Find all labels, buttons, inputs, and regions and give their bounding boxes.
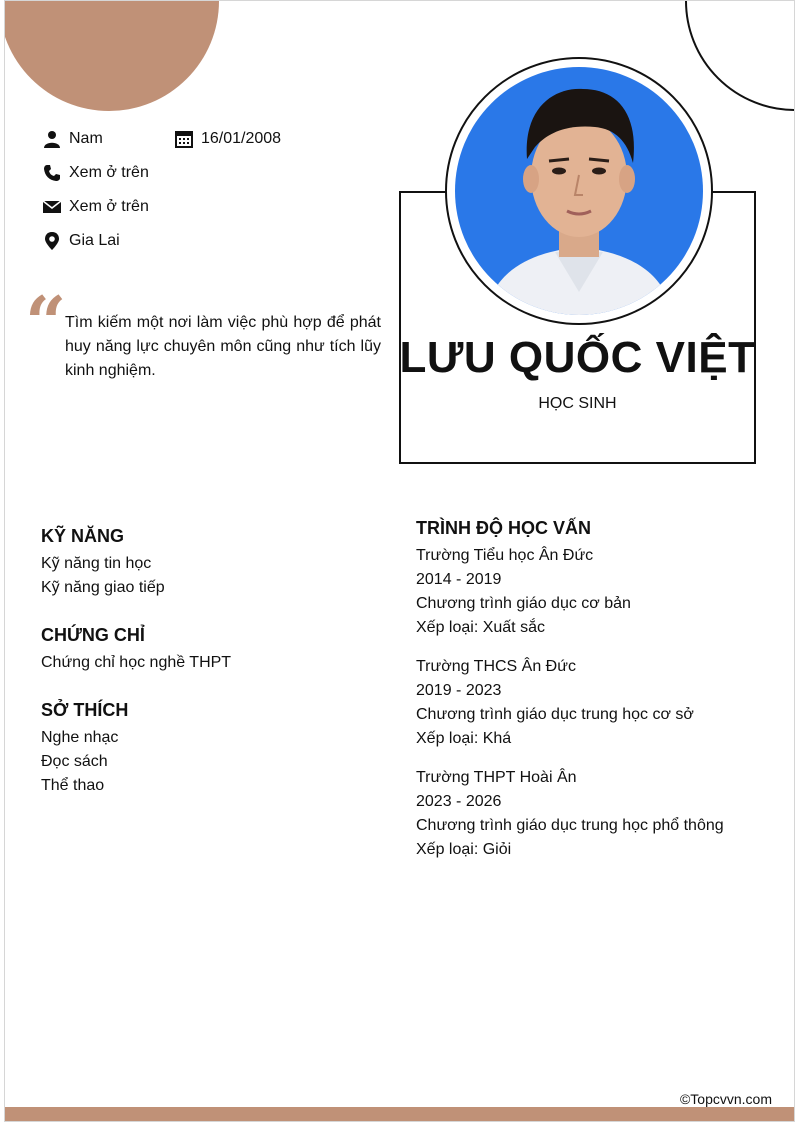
corner-decoration-blob [4,0,219,111]
birthdate-value: 16/01/2008 [201,130,282,147]
education-grade: Xếp loại: Xuất sắc [416,619,545,636]
address-row [43,232,120,250]
skills-heading: KỸ NĂNG [41,526,125,546]
phone-icon [43,164,61,182]
education-heading: TRÌNH ĐỘ HỌC VẤN [416,518,591,538]
candidate-title: HỌC SINH [538,395,617,412]
avatar-frame [445,57,713,325]
calendar-icon [175,130,193,148]
education-years: 2023 - 2026 [416,793,502,810]
education-program: Chương trình giáo dục trung học cơ sở [416,706,694,723]
phone-row [43,164,149,182]
corner-decoration-ring [685,0,795,111]
birthdate-row [175,130,281,148]
skill-item: Kỹ năng giao tiếp [41,579,165,596]
email-row [43,198,149,216]
education-grade: Xếp loại: Khá [416,730,512,747]
cv-page [4,0,795,1122]
education-program: Chương trình giáo dục cơ bản [416,595,631,612]
hobby-item: Thể thao [41,777,105,794]
education-school: Trường THCS Ân Đức [416,658,576,675]
email-value: Xem ở trên [69,198,149,215]
bottom-accent-bar [5,1107,794,1121]
gender-value: Nam [69,130,103,147]
copyright-text: ©Topcvvn.com [679,1091,772,1107]
skill-item: Kỹ năng tin học [41,555,152,572]
education-school: Trường Tiểu học Ân Đức [416,547,594,564]
education-grade: Xếp loại: Giỏi [416,841,512,858]
education-years: 2014 - 2019 [416,571,502,588]
person-icon [43,130,61,148]
quote-icon: “ [25,280,67,365]
candidate-name: LƯU QUỐC VIỆT [399,333,756,382]
career-objective: Tìm kiếm một nơi làm việc phù hợp để phát huy năng lực chuyên môn cũng như tích lũy kinh nghiệm. [65,314,381,379]
education-school: Trường THPT Hoài Ân [416,769,577,786]
avatar [455,67,703,315]
certificates-heading: CHỨNG CHỈ [41,625,145,645]
phone-value: Xem ở trên [69,164,149,181]
gender-row [43,130,103,148]
education-program: Chương trình giáo dục trung học phổ thông [416,817,724,834]
hobby-item: Nghe nhạc [41,729,119,746]
address-value: Gia Lai [69,232,120,249]
mail-icon [43,198,61,216]
location-pin-icon [43,232,61,250]
hobby-item: Đọc sách [41,753,108,770]
hobbies-heading: SỞ THÍCH [41,700,129,720]
education-years: 2019 - 2023 [416,682,502,699]
certificate-item: Chứng chỉ học nghề THPT [41,654,232,671]
